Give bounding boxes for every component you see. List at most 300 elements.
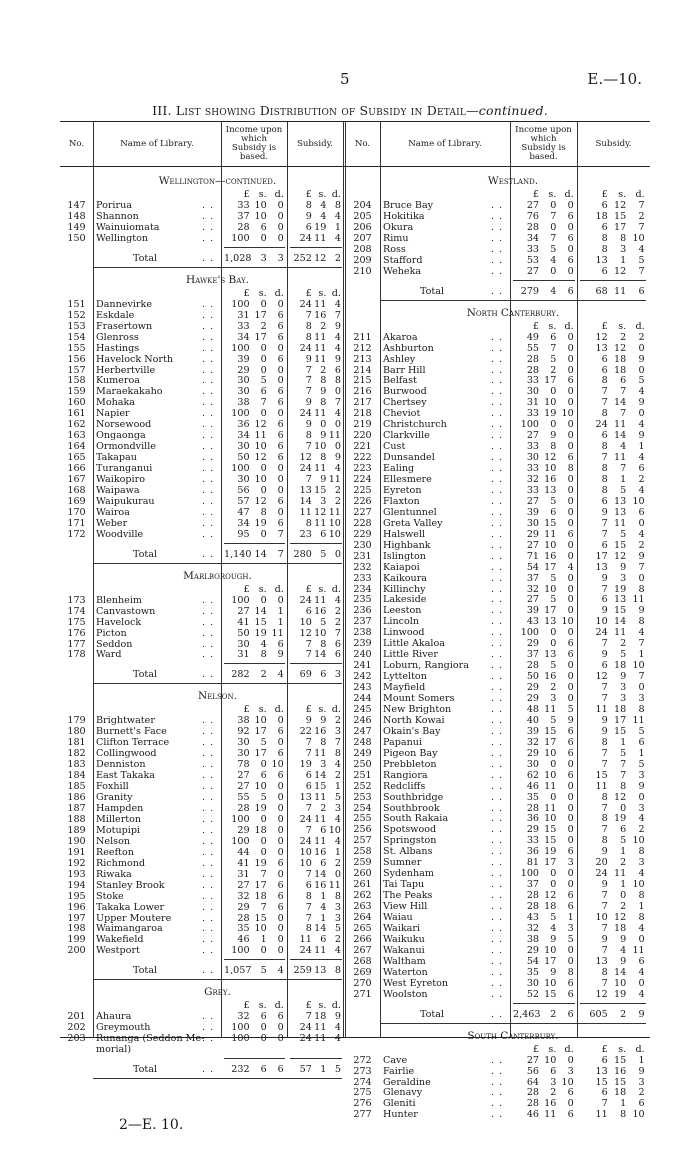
subsidy-value-part: 7 bbox=[305, 824, 312, 836]
row-number: 271 bbox=[353, 988, 372, 1000]
leader-dots: . . bbox=[202, 879, 215, 891]
subsidy-value bbox=[580, 671, 646, 682]
income-value-part: 0 bbox=[567, 243, 574, 255]
row-number: 217 bbox=[353, 397, 372, 409]
subsidy-units-part: s. bbox=[318, 704, 327, 716]
subsidy-value bbox=[580, 222, 646, 233]
income-value-part: 6 bbox=[567, 375, 574, 387]
income-value-part: 100 bbox=[231, 594, 250, 606]
subsidy-value-part: 7 bbox=[334, 627, 341, 639]
leader-dots: . . bbox=[491, 221, 504, 233]
income-value-part: 17 bbox=[254, 879, 267, 891]
table-row bbox=[60, 934, 650, 945]
section-title: Grey. bbox=[204, 986, 231, 999]
library-name: Takaka Lower bbox=[96, 901, 165, 913]
income-value-part: 10 bbox=[544, 769, 557, 781]
row-number: 227 bbox=[353, 506, 372, 518]
subsidy-value-part: 2 bbox=[320, 320, 327, 332]
income-value-part: 18 bbox=[254, 824, 267, 836]
subsidy-value-part: 8 bbox=[601, 813, 608, 825]
income-value-part: 0 bbox=[277, 846, 284, 858]
subsidy-value-part: 7 bbox=[601, 747, 608, 759]
subsidy-units bbox=[290, 189, 342, 200]
income-value-part: 4 bbox=[550, 254, 557, 266]
subsidy-value-part: 11 bbox=[299, 934, 312, 946]
table-row bbox=[60, 408, 650, 419]
income-units-part: £ bbox=[243, 1000, 250, 1012]
library-name: Rimu bbox=[383, 232, 409, 244]
subsidy-value-part: 11 bbox=[595, 703, 608, 715]
subsidy-value-part: 24 bbox=[299, 298, 312, 310]
income-value-part: 6 bbox=[550, 1065, 557, 1077]
income-value-part: 11 bbox=[271, 627, 284, 639]
income-value-part: 40 bbox=[526, 714, 540, 726]
subsidy-value-part: 0 bbox=[620, 802, 627, 814]
leader-dots: . . bbox=[202, 386, 215, 398]
subsidy-value-part: 12 bbox=[613, 265, 627, 277]
leader-dots: . . bbox=[491, 1065, 504, 1077]
subsidy-value-part: 10 bbox=[328, 824, 341, 836]
subsidy-value-part: 10 bbox=[613, 977, 627, 989]
library-name: Kaikoura bbox=[383, 572, 428, 584]
income-value-part: 0 bbox=[260, 835, 267, 847]
table-row bbox=[60, 375, 650, 386]
income-value-part: 0 bbox=[567, 627, 574, 639]
subsidy-value-part: 1 bbox=[638, 747, 645, 759]
subsidy-value-part: 4 bbox=[638, 452, 645, 464]
library-name: Pigeon Bay bbox=[383, 747, 438, 759]
subsidy-value-part: 9 bbox=[638, 353, 645, 365]
leader-dots: . . bbox=[202, 548, 215, 560]
library-name: Cheviot bbox=[383, 408, 421, 420]
subsidy-value-part: 13 bbox=[595, 955, 608, 967]
income-value-part: 33 bbox=[526, 243, 540, 255]
subsidy-units-part: £ bbox=[305, 583, 312, 595]
section-rule bbox=[380, 300, 646, 301]
subsidy-value-part: 3 bbox=[638, 693, 645, 704]
income-value bbox=[513, 890, 575, 901]
row-number: 159 bbox=[67, 386, 86, 398]
total-subsidy-part: 2 bbox=[334, 252, 341, 264]
income-value bbox=[513, 912, 575, 923]
subsidy-value-part: 12 bbox=[613, 342, 627, 354]
income-value bbox=[513, 781, 575, 792]
income-value bbox=[513, 485, 575, 496]
subsidy-value-part: 12 bbox=[595, 331, 608, 343]
table-row bbox=[60, 222, 650, 233]
subsidy-value bbox=[580, 792, 646, 803]
subsidy-value-part: 0 bbox=[638, 933, 645, 945]
row-number: 231 bbox=[353, 550, 372, 562]
subsidy-value bbox=[580, 770, 646, 781]
income-value-part: 30 bbox=[526, 386, 540, 398]
subsidy-value-part: 18 bbox=[613, 922, 627, 934]
income-value-part: 10 bbox=[254, 781, 267, 793]
income-value-part: 47 bbox=[237, 506, 250, 518]
library-name: South Rakaia bbox=[383, 813, 449, 825]
income-value bbox=[513, 660, 575, 671]
subsidy-value bbox=[580, 781, 646, 792]
subsidy-value-part: 6 bbox=[305, 221, 312, 233]
subsidy-value-part: 7 bbox=[305, 748, 312, 760]
subsidy-value-part: 7 bbox=[601, 758, 608, 770]
row-number: 149 bbox=[67, 221, 86, 233]
total-row bbox=[60, 1008, 650, 1023]
subsidy-value-part: 6 bbox=[334, 364, 341, 376]
subsidy-value bbox=[580, 638, 646, 649]
row-number: 265 bbox=[353, 922, 372, 934]
subsidy-value-part: 1 bbox=[620, 736, 627, 748]
leader-dots: . . bbox=[491, 265, 504, 277]
income-value-part: 6 bbox=[277, 331, 284, 343]
leader-dots: . . bbox=[202, 506, 215, 518]
subsidy-value-part: 0 bbox=[620, 890, 627, 902]
row-number: 194 bbox=[67, 879, 86, 891]
income-value-part: 0 bbox=[567, 682, 574, 694]
subsidy-value-part: 18 bbox=[595, 210, 608, 222]
leader-dots: . . bbox=[491, 397, 504, 409]
income-value-part: 28 bbox=[237, 803, 250, 814]
income-units-part: £ bbox=[243, 583, 250, 595]
income-value-part: 5 bbox=[550, 572, 557, 584]
subsidy-value-part: 10 bbox=[314, 441, 327, 453]
income-value-part: 19 bbox=[254, 517, 267, 529]
page-header bbox=[0, 70, 700, 90]
total-income-part: 1,057 bbox=[224, 965, 252, 977]
income-value-part: 5 bbox=[550, 714, 557, 726]
income-value-part: 0 bbox=[277, 934, 284, 946]
subsidy-value-part: 6 bbox=[305, 879, 312, 891]
income-value-part: 1 bbox=[567, 912, 574, 923]
income-units-part: s. bbox=[548, 189, 557, 200]
leader-dots: . . bbox=[491, 605, 504, 617]
subsidy-value-part: 19 bbox=[314, 221, 327, 233]
subsidy-units-part: d. bbox=[635, 320, 645, 332]
income-value bbox=[513, 397, 575, 408]
subsidy-value-part: 3 bbox=[334, 912, 341, 924]
subsidy-value-part: 7 bbox=[601, 1098, 608, 1110]
subsidy-value-part: 2 bbox=[334, 605, 341, 617]
subsidy-value-part: 14 bbox=[314, 649, 327, 661]
row-number: 179 bbox=[67, 715, 86, 727]
subsidy-value bbox=[580, 890, 646, 901]
subsidy-value-part: 4 bbox=[334, 1033, 341, 1045]
income-value-part: 0 bbox=[567, 583, 574, 595]
income-value-part: 41 bbox=[237, 616, 250, 628]
income-value-part: 6 bbox=[567, 210, 574, 222]
row-number: 204 bbox=[353, 200, 372, 211]
subsidy-value-part: 7 bbox=[638, 200, 645, 211]
subsidy-value-part: 2 bbox=[334, 715, 341, 727]
table-row bbox=[60, 627, 650, 638]
subsidy-value-part: 4 bbox=[638, 813, 645, 825]
income-value-part: 57 bbox=[237, 495, 250, 507]
subsidy-value bbox=[580, 1077, 646, 1088]
income-value-part: 6 bbox=[277, 748, 284, 760]
subsidy-value-part: 4 bbox=[334, 594, 341, 606]
income-value-part: 2 bbox=[260, 320, 267, 332]
table-row bbox=[60, 912, 650, 923]
subsidy-value-part: 8 bbox=[334, 890, 341, 902]
income-value-part: 12 bbox=[544, 890, 557, 902]
leader-dots: . . bbox=[491, 441, 504, 453]
library-name: morial) bbox=[96, 1044, 132, 1056]
subsidy-value-part: 24 bbox=[299, 835, 312, 847]
income-value-part: 0 bbox=[277, 781, 284, 793]
income-value-part: 11 bbox=[544, 802, 557, 814]
leader-dots: . . bbox=[202, 441, 215, 453]
income-value-part: 100 bbox=[231, 813, 250, 825]
income-value-part: 100 bbox=[520, 868, 540, 880]
subsidy-units-part: s. bbox=[318, 1000, 327, 1012]
subsidy-value-part: 7 bbox=[601, 386, 608, 398]
row-number: 249 bbox=[353, 747, 372, 759]
income-value bbox=[513, 813, 575, 824]
row-number: 244 bbox=[353, 693, 372, 704]
leader-dots: . . bbox=[491, 210, 504, 222]
table-row bbox=[60, 945, 650, 956]
row-number: 196 bbox=[67, 901, 86, 913]
subsidy-value bbox=[580, 693, 646, 704]
subsidy-value bbox=[290, 321, 342, 332]
leader-dots: . . bbox=[202, 638, 215, 650]
income-units-part: £ bbox=[532, 320, 540, 332]
subsidy-value-part: 8 bbox=[601, 232, 608, 244]
subsidy-value-part: 7 bbox=[601, 397, 608, 409]
subsidy-value-part: 6 bbox=[601, 265, 608, 277]
table-row bbox=[60, 233, 650, 244]
subsidy-value-part: 24 bbox=[299, 813, 312, 825]
library-name: Woolston bbox=[383, 988, 428, 1000]
income-value-part: 6 bbox=[260, 221, 267, 233]
leader-dots: . . bbox=[202, 342, 215, 354]
income-value-part: 37 bbox=[237, 210, 250, 222]
income-value-part: 0 bbox=[567, 693, 574, 704]
subsidy-value-part: 11 bbox=[314, 1022, 327, 1034]
row-number: 195 bbox=[67, 890, 86, 902]
income-value-part: 0 bbox=[277, 923, 284, 935]
income-value bbox=[224, 299, 285, 310]
subsidy-value-part: 10 bbox=[632, 495, 645, 507]
table-row bbox=[60, 704, 650, 715]
subsidy-value bbox=[290, 310, 342, 321]
subsidy-value-part: 2 bbox=[638, 474, 645, 485]
income-value-part: 0 bbox=[277, 342, 284, 354]
table-row bbox=[60, 518, 650, 529]
income-value-part: 0 bbox=[567, 386, 574, 398]
income-value-part: 0 bbox=[567, 364, 574, 376]
income-value-part: 27 bbox=[526, 1054, 540, 1066]
subsidy-value-part: 11 bbox=[314, 232, 327, 244]
income-value-part: 7 bbox=[277, 528, 284, 540]
subsidy-value-part: 9 bbox=[601, 572, 608, 584]
row-number: 155 bbox=[67, 342, 86, 354]
library-name: Havelock North bbox=[96, 353, 174, 365]
subsidy-value-part: 12 bbox=[613, 200, 627, 211]
leader-dots: . . bbox=[202, 857, 215, 869]
income-value-part: 6 bbox=[277, 397, 284, 409]
total-label: Total bbox=[420, 285, 445, 297]
subsidy-value-part: 13 bbox=[299, 484, 312, 496]
income-value-part: 0 bbox=[260, 594, 267, 606]
row-number: 261 bbox=[353, 879, 372, 891]
leader-dots: . . bbox=[202, 298, 215, 310]
leader-dots: . . bbox=[202, 1011, 215, 1023]
subsidy-value-part: 3 bbox=[334, 901, 341, 913]
row-number: 221 bbox=[353, 441, 372, 453]
leader-dots: . . bbox=[202, 912, 215, 924]
income-value-part: 17 bbox=[254, 309, 267, 321]
income-value-part: 0 bbox=[567, 879, 574, 891]
subsidy-value-part: 6 bbox=[601, 495, 608, 507]
subsidy-units-part: £ bbox=[601, 189, 608, 200]
library-name: Halswell bbox=[383, 528, 426, 540]
library-name: Wellington bbox=[96, 232, 149, 244]
leader-dots: . . bbox=[491, 944, 504, 956]
table-row bbox=[60, 1077, 650, 1088]
leader-dots: . . bbox=[491, 1054, 504, 1066]
income-value-part: 17 bbox=[544, 605, 557, 617]
subsidy-value bbox=[580, 518, 646, 529]
subsidy-value-part: 11 bbox=[314, 517, 327, 529]
leader-dots: . . bbox=[491, 966, 504, 978]
row-number: 167 bbox=[67, 474, 86, 485]
subsidy-value-part: 8 bbox=[320, 737, 327, 749]
income-value bbox=[513, 419, 575, 430]
subsidy-units bbox=[580, 321, 646, 332]
subsidy-value-part: 8 bbox=[305, 200, 312, 211]
income-value-part: 14 bbox=[254, 605, 267, 617]
subsidy-value-part: 6 bbox=[601, 1054, 608, 1066]
income-value bbox=[513, 989, 575, 1000]
row-number: 250 bbox=[353, 758, 372, 770]
row-number: 214 bbox=[353, 364, 372, 376]
income-value bbox=[513, 605, 575, 616]
subsidy-value-part: 8 bbox=[601, 484, 608, 496]
subsidy-value-part: 11 bbox=[314, 1033, 327, 1045]
subsidy-value-part: 8 bbox=[620, 232, 627, 244]
subsidy-value-part: 16 bbox=[314, 846, 327, 858]
subsidy-value-part: 1 bbox=[320, 890, 327, 902]
library-name: Geraldine bbox=[383, 1076, 431, 1088]
library-name: Spotswood bbox=[383, 824, 437, 836]
subsidy-value-part: 2 bbox=[638, 539, 645, 551]
subsidy-value-part: 11 bbox=[613, 627, 627, 639]
row-number: 267 bbox=[353, 944, 372, 956]
income-units-part: d. bbox=[274, 583, 284, 595]
total-income-part: 6 bbox=[260, 1064, 267, 1076]
income-value-part: 0 bbox=[550, 868, 557, 880]
income-value-part: 0 bbox=[277, 232, 284, 244]
income-value-part: 6 bbox=[567, 1087, 574, 1099]
header-no-right: No. bbox=[354, 138, 371, 149]
row-number: 186 bbox=[67, 792, 86, 804]
library-name: Dannevirke bbox=[96, 298, 153, 310]
subsidy-value-part: 7 bbox=[638, 671, 645, 683]
income-value-part: 6 bbox=[567, 452, 574, 464]
subsidy-value-part: 10 bbox=[299, 857, 312, 869]
subsidy-value-part: 8 bbox=[601, 463, 608, 475]
subsidy-value-part: 7 bbox=[620, 758, 627, 770]
row-number: 158 bbox=[67, 375, 86, 387]
subsidy-value-part: 11 bbox=[314, 353, 327, 365]
subsidy-value-part: 15 bbox=[613, 1076, 627, 1088]
subsidy-value bbox=[580, 452, 646, 463]
row-number: 175 bbox=[67, 616, 86, 628]
income-value-part: 6 bbox=[567, 528, 574, 540]
subsidy-value-part: 11 bbox=[613, 868, 627, 880]
leader-dots: . . bbox=[491, 561, 504, 573]
row-number: 275 bbox=[353, 1087, 372, 1099]
leader-dots: . . bbox=[491, 758, 504, 770]
leader-dots: . . bbox=[491, 1076, 504, 1088]
income-value-part: 2 bbox=[550, 1087, 557, 1099]
subsidy-value-part: 6 bbox=[334, 649, 341, 661]
subsidy-value-part: 0 bbox=[638, 791, 645, 803]
income-value-part: 71 bbox=[526, 550, 540, 562]
income-value-part: 56 bbox=[526, 1065, 540, 1077]
subsidy-value-part: 11 bbox=[314, 945, 327, 957]
income-value-part: 0 bbox=[550, 879, 557, 891]
subsidy-value-part: 7 bbox=[601, 890, 608, 902]
income-value-part: 6 bbox=[277, 320, 284, 332]
subsidy-value bbox=[580, 211, 646, 222]
income-value-part: 27 bbox=[526, 539, 540, 551]
subsidy-value bbox=[580, 463, 646, 474]
subsidy-value bbox=[580, 824, 646, 835]
library-name: Okura bbox=[383, 221, 414, 233]
income-value bbox=[513, 365, 575, 376]
subsidy-value bbox=[580, 967, 646, 978]
subsidy-value-part: 6 bbox=[601, 200, 608, 211]
subsidy-value-part: 19 bbox=[299, 759, 312, 771]
total-income-part: 6 bbox=[567, 1008, 574, 1020]
income-units-part: d. bbox=[564, 320, 574, 332]
subsidy-value-part: 8 bbox=[638, 616, 645, 628]
total-subsidy-part: 9 bbox=[638, 1008, 645, 1020]
income-value-part: 28 bbox=[526, 353, 540, 365]
subsidy-value-part: 7 bbox=[601, 802, 608, 814]
income-value-part: 31 bbox=[526, 397, 540, 409]
header-name-left: Name of Library. bbox=[120, 138, 194, 149]
income-value-part: 0 bbox=[277, 792, 284, 804]
library-name: Glenavy bbox=[383, 1087, 423, 1099]
income-value-part: 10 bbox=[544, 977, 557, 989]
subsidy-value-part: 6 bbox=[620, 824, 627, 836]
income-value-part: 100 bbox=[520, 419, 540, 431]
subsidy-value-part: 6 bbox=[305, 781, 312, 793]
leader-dots: . . bbox=[202, 252, 215, 264]
row-number: 241 bbox=[353, 660, 372, 672]
subsidy-value-part: 7 bbox=[305, 441, 312, 453]
income-value-part: 6 bbox=[277, 495, 284, 507]
leader-dots: . . bbox=[202, 364, 215, 376]
subsidy-value bbox=[580, 200, 646, 211]
library-name: Foxhill bbox=[96, 781, 129, 793]
subsidy-value-part: 3 bbox=[620, 243, 627, 255]
row-number: 232 bbox=[353, 561, 372, 573]
income-value bbox=[513, 857, 575, 868]
section-title: Marlborough. bbox=[183, 569, 252, 582]
subsidy-value-part: 7 bbox=[601, 452, 608, 464]
row-number: 220 bbox=[353, 430, 372, 442]
income-value-part: 17 bbox=[544, 857, 557, 869]
total-income-part: 279 bbox=[520, 285, 540, 297]
income-value-part: 29 bbox=[526, 528, 540, 540]
income-value-part: 10 bbox=[271, 759, 284, 771]
subsidy-value-part: 0 bbox=[334, 868, 341, 880]
section-rule bbox=[380, 1023, 646, 1024]
